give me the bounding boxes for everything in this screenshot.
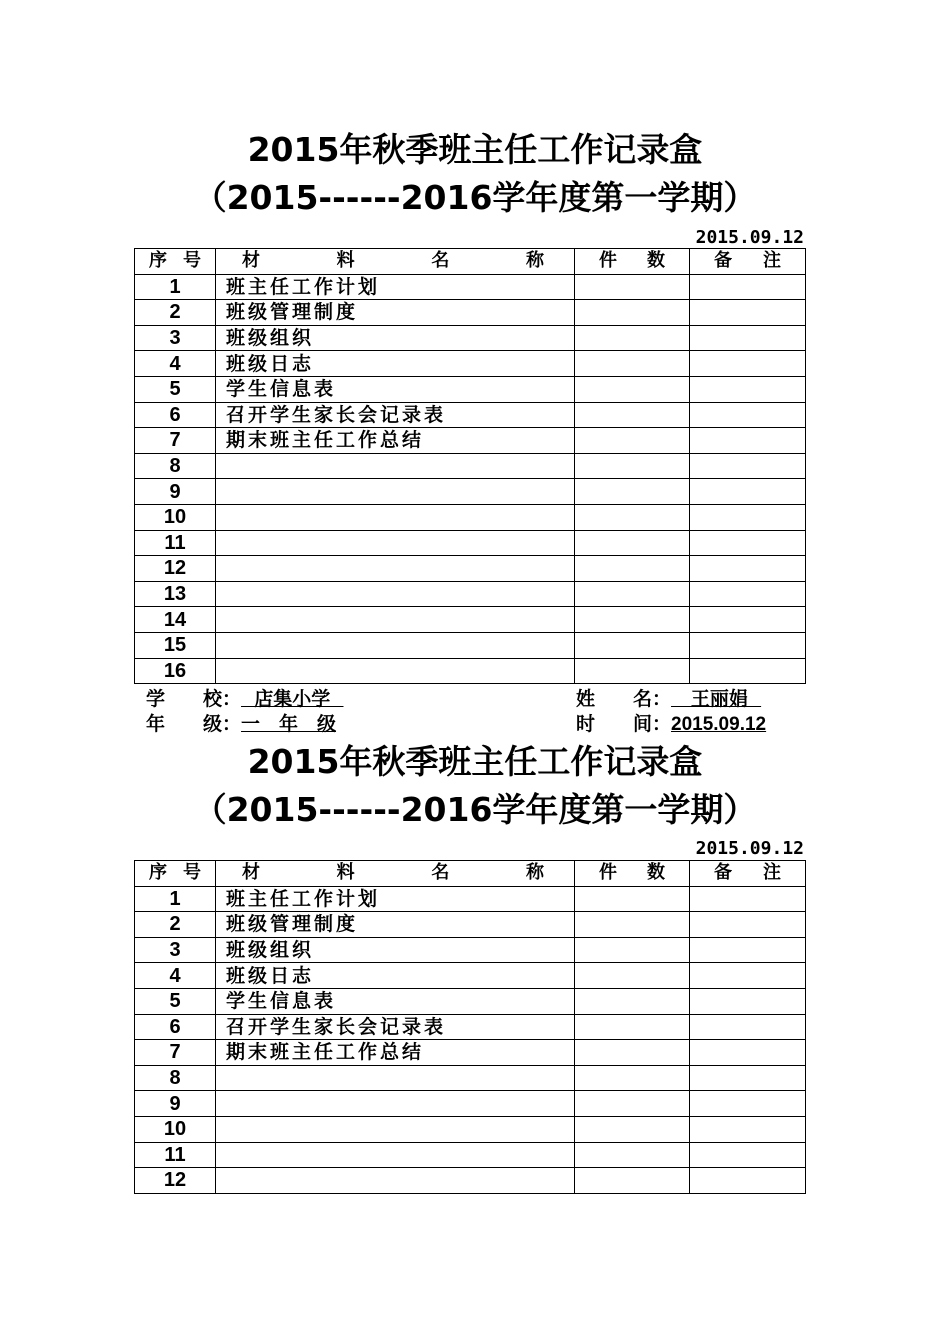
row-material-name: 班级日志 xyxy=(216,963,575,989)
row-note xyxy=(690,351,806,377)
header-count: 件 数 xyxy=(575,249,690,275)
row-note xyxy=(690,376,806,402)
table-row xyxy=(135,581,806,607)
row-note xyxy=(690,1116,806,1142)
row-material-name: 班级组织 xyxy=(216,325,575,351)
row-number: 5 xyxy=(135,988,216,1014)
row-number: 6 xyxy=(135,402,216,428)
row-number: 9 xyxy=(135,1091,216,1117)
row-count xyxy=(575,658,690,684)
row-count xyxy=(575,556,690,582)
section2-subtitle: （2015------2016学年度第一学期） xyxy=(193,790,757,829)
row-number: 4 xyxy=(135,963,216,989)
time-value: 2015.09.12 xyxy=(671,714,767,735)
teacher-field xyxy=(576,687,761,711)
row-number: 11 xyxy=(135,530,216,556)
row-number: 3 xyxy=(135,325,216,351)
header-seq: 序 号 xyxy=(135,861,216,887)
row-material-name xyxy=(216,1116,575,1142)
table-row xyxy=(135,1040,806,1066)
table-row xyxy=(135,1142,806,1168)
header-count: 件 数 xyxy=(575,861,690,887)
header-seq: 序 号 xyxy=(135,249,216,275)
row-material-name xyxy=(216,453,575,479)
row-count xyxy=(575,1168,690,1194)
row-material-name xyxy=(216,504,575,530)
row-material-name xyxy=(216,581,575,607)
row-count xyxy=(575,479,690,505)
school-field xyxy=(146,687,343,711)
row-number: 1 xyxy=(135,886,216,912)
row-count xyxy=(575,530,690,556)
row-note xyxy=(690,607,806,633)
row-number: 14 xyxy=(135,607,216,633)
row-number: 8 xyxy=(135,1065,216,1091)
table-row xyxy=(135,963,806,989)
row-material-name: 班主任工作计划 xyxy=(216,274,575,300)
row-material-name xyxy=(216,1168,575,1194)
row-count xyxy=(575,1091,690,1117)
row-note xyxy=(690,479,806,505)
table-row xyxy=(135,1168,806,1194)
row-material-name: 学生信息表 xyxy=(216,376,575,402)
row-note xyxy=(690,530,806,556)
section1-record-table xyxy=(134,248,806,684)
row-material-name: 班主任工作计划 xyxy=(216,886,575,912)
row-count xyxy=(575,274,690,300)
table-row xyxy=(135,351,806,377)
row-number: 7 xyxy=(135,428,216,454)
table-row xyxy=(135,1116,806,1142)
row-material-name xyxy=(216,1142,575,1168)
table-row xyxy=(135,607,806,633)
row-count xyxy=(575,325,690,351)
row-material-name xyxy=(216,632,575,658)
row-number: 7 xyxy=(135,1040,216,1066)
table-row xyxy=(135,300,806,326)
time-label: 时 间： xyxy=(576,713,672,735)
row-number: 10 xyxy=(135,1116,216,1142)
teacher-label: 姓 名： xyxy=(576,688,672,710)
row-number: 8 xyxy=(135,453,216,479)
row-number: 13 xyxy=(135,581,216,607)
table-header-row xyxy=(135,861,806,887)
row-count xyxy=(575,963,690,989)
row-count xyxy=(575,581,690,607)
teacher-value: 王丽娟 xyxy=(671,688,762,710)
row-number: 9 xyxy=(135,479,216,505)
row-note xyxy=(690,912,806,938)
section2-date: 2015.09.12 xyxy=(695,838,804,859)
row-note xyxy=(690,1065,806,1091)
row-note xyxy=(690,504,806,530)
header-material-name: 材 料 名 称 xyxy=(216,249,575,275)
row-number: 2 xyxy=(135,912,216,938)
row-material-name: 班级管理制度 xyxy=(216,912,575,938)
row-note xyxy=(690,300,806,326)
row-material-name xyxy=(216,1065,575,1091)
row-number: 10 xyxy=(135,504,216,530)
section2-title: 2015年秋季班主任工作记录盒 xyxy=(247,742,703,781)
section1-date: 2015.09.12 xyxy=(695,227,804,248)
row-count xyxy=(575,886,690,912)
table-header-row xyxy=(135,249,806,275)
table-row xyxy=(135,274,806,300)
table-row xyxy=(135,658,806,684)
row-number: 12 xyxy=(135,1168,216,1194)
row-count xyxy=(575,937,690,963)
grade-field xyxy=(146,712,336,736)
row-material-name xyxy=(216,607,575,633)
row-material-name: 班级管理制度 xyxy=(216,300,575,326)
row-note xyxy=(690,988,806,1014)
time-field xyxy=(576,712,766,737)
table-row xyxy=(135,376,806,402)
row-note xyxy=(690,453,806,479)
row-material-name: 召开学生家长会记录表 xyxy=(216,402,575,428)
table-row xyxy=(135,1091,806,1117)
row-number: 15 xyxy=(135,632,216,658)
row-number: 2 xyxy=(135,300,216,326)
row-material-name: 班级组织 xyxy=(216,937,575,963)
row-note xyxy=(690,581,806,607)
row-count xyxy=(575,504,690,530)
header-note: 备 注 xyxy=(690,861,806,887)
row-note xyxy=(690,937,806,963)
row-count xyxy=(575,428,690,454)
row-note xyxy=(690,1142,806,1168)
row-note xyxy=(690,886,806,912)
row-note xyxy=(690,428,806,454)
row-material-name: 学生信息表 xyxy=(216,988,575,1014)
row-note xyxy=(690,1168,806,1194)
section1-subtitle: （2015------2016学年度第一学期） xyxy=(193,178,757,217)
row-note xyxy=(690,274,806,300)
row-material-name xyxy=(216,556,575,582)
header-note: 备 注 xyxy=(690,249,806,275)
row-note xyxy=(690,1091,806,1117)
row-count xyxy=(575,1014,690,1040)
table-row xyxy=(135,632,806,658)
row-number: 3 xyxy=(135,937,216,963)
row-count xyxy=(575,376,690,402)
table-row xyxy=(135,937,806,963)
table-row xyxy=(135,453,806,479)
row-note xyxy=(690,1040,806,1066)
row-count xyxy=(575,912,690,938)
table-row xyxy=(135,1065,806,1091)
section1-title: 2015年秋季班主任工作记录盒 xyxy=(247,130,703,169)
row-material-name xyxy=(216,658,575,684)
table-row xyxy=(135,325,806,351)
grade-label: 年 级： xyxy=(146,713,242,735)
row-number: 4 xyxy=(135,351,216,377)
table-row xyxy=(135,556,806,582)
row-number: 5 xyxy=(135,376,216,402)
grade-value: 一 年 级 xyxy=(241,713,337,735)
row-number: 11 xyxy=(135,1142,216,1168)
row-count xyxy=(575,1065,690,1091)
row-number: 6 xyxy=(135,1014,216,1040)
row-material-name xyxy=(216,1091,575,1117)
header-material-name: 材 料 名 称 xyxy=(216,861,575,887)
row-note xyxy=(690,325,806,351)
row-material-name: 召开学生家长会记录表 xyxy=(216,1014,575,1040)
table-row xyxy=(135,988,806,1014)
row-count xyxy=(575,1040,690,1066)
school-value: 店集小学 xyxy=(241,688,344,710)
row-note xyxy=(690,402,806,428)
row-count xyxy=(575,1116,690,1142)
table-row xyxy=(135,479,806,505)
row-material-name: 班级日志 xyxy=(216,351,575,377)
table-row xyxy=(135,504,806,530)
school-label: 学 校： xyxy=(146,688,242,710)
row-material-name: 期末班主任工作总结 xyxy=(216,1040,575,1066)
row-number: 12 xyxy=(135,556,216,582)
row-note xyxy=(690,632,806,658)
row-count xyxy=(575,402,690,428)
row-material-name xyxy=(216,530,575,556)
row-count xyxy=(575,632,690,658)
row-count xyxy=(575,351,690,377)
row-count xyxy=(575,1142,690,1168)
row-material-name xyxy=(216,479,575,505)
row-number: 16 xyxy=(135,658,216,684)
table-row xyxy=(135,886,806,912)
row-count xyxy=(575,988,690,1014)
row-material-name: 期末班主任工作总结 xyxy=(216,428,575,454)
row-note xyxy=(690,1014,806,1040)
table-row xyxy=(135,912,806,938)
row-note xyxy=(690,963,806,989)
table-row xyxy=(135,402,806,428)
row-count xyxy=(575,300,690,326)
row-note xyxy=(690,556,806,582)
row-number: 1 xyxy=(135,274,216,300)
row-note xyxy=(690,658,806,684)
table-row xyxy=(135,1014,806,1040)
table-row xyxy=(135,428,806,454)
section2-record-table xyxy=(134,860,806,1194)
row-count xyxy=(575,607,690,633)
row-count xyxy=(575,453,690,479)
table-row xyxy=(135,530,806,556)
